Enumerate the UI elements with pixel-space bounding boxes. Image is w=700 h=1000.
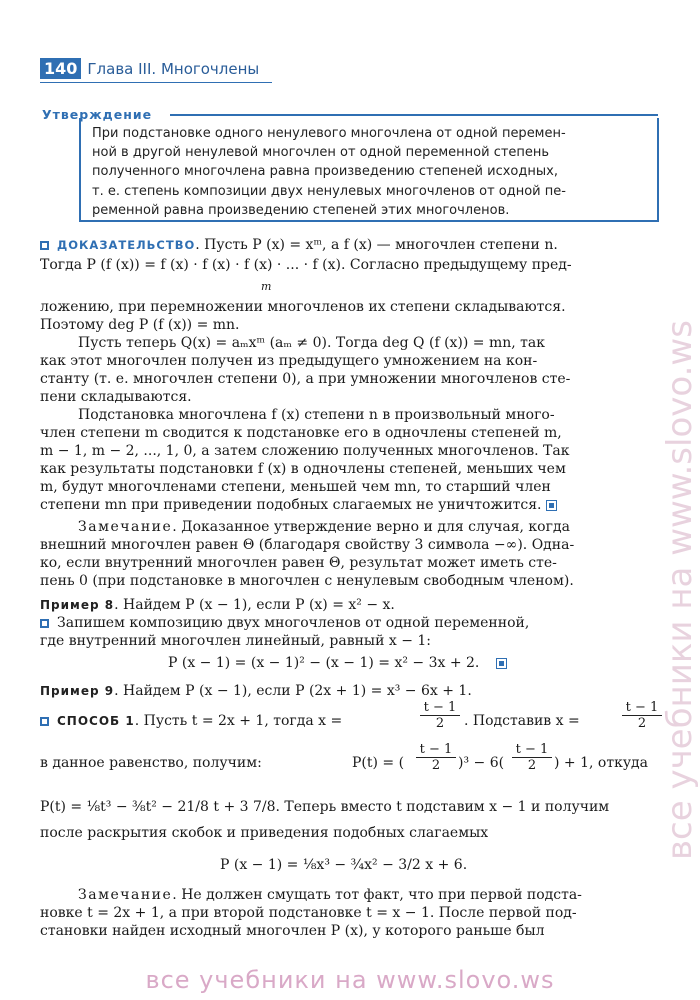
- page-number: 140: [40, 58, 81, 79]
- text-line: в данное равенство, получим:: [40, 755, 262, 771]
- text-span: Запишем композицию двух многочленов от одной переменной,: [57, 615, 530, 631]
- text-span: . Доказанное утверждение верно и для случая, когда: [172, 519, 570, 535]
- solution-start-marker: [40, 619, 49, 628]
- text-line: ) + 1, откуда: [554, 755, 649, 771]
- statement-line: При подстановке одного ненулевого многочлена от одной перемен-: [92, 126, 566, 141]
- text-line: как этот многочлен получен из предыдущего умножением на кон-: [40, 353, 538, 369]
- remark-label: Замечание: [78, 887, 173, 903]
- fraction-denominator: 2: [435, 716, 445, 731]
- text-line: ко, если внутренний многочлен равен Θ, результат может иметь сте-: [40, 555, 557, 571]
- fraction-4: [512, 742, 552, 773]
- statement-line: полученного многочлена равна произведению степеней исходных,: [92, 164, 558, 180]
- underbrace-label: m: [261, 280, 272, 293]
- example-9: [40, 682, 472, 700]
- text-span: . Найдем P (x − 1), если P (x) = x² − x.: [114, 597, 395, 613]
- text-line: после раскрытия скобок и приведения подобных слагаемых: [40, 825, 489, 841]
- text-line: пень 0 (при подстановке в многочлен с ненулевым свободным членом).: [40, 573, 574, 589]
- fraction-denominator: 2: [431, 758, 441, 773]
- text-line: [40, 496, 557, 514]
- chapter-title: Глава III. Многочлены: [87, 59, 260, 78]
- text-line: станту (т. е. многочлен степени 0), а при умножении многочленов сте-: [40, 371, 571, 387]
- remark-1: [78, 518, 570, 536]
- text-line: )³ − 6(: [458, 755, 505, 771]
- text-line: где внутренний многочлен линейный, равный x − 1:: [40, 633, 432, 649]
- text-line: Поэтому deg P (f (x)) = mn.: [40, 317, 240, 333]
- text-line: [40, 614, 529, 632]
- fraction-numerator: t − 1: [512, 742, 552, 758]
- text-line: P(t) = (: [352, 755, 405, 771]
- solution-end-marker: [496, 658, 507, 669]
- text-line: m, будут многочленами степени, меньшей чем mn, то старший член: [40, 479, 551, 495]
- page-header: [40, 58, 259, 79]
- text-line: . Пусть P (x) = xᵐ, а f (x) — многочлен степени n.: [195, 237, 558, 253]
- example-label: Пример 8: [40, 598, 115, 612]
- fraction-numerator: t − 1: [622, 700, 662, 716]
- text-span: степени mn при приведении подобных слагаемых не уничтожится.: [40, 497, 542, 513]
- text-span: . Не должен смущать тот факт, что при первой подста-: [172, 887, 582, 903]
- fraction-2: [622, 700, 662, 731]
- text-span: . Пусть t = 2x + 1, тогда x =: [134, 713, 343, 729]
- header-rule: [40, 82, 272, 83]
- fraction-numerator: t − 1: [420, 700, 460, 716]
- proof-start-marker: [40, 241, 49, 250]
- example-label: Пример 9: [40, 684, 115, 698]
- proof-line-1: [40, 236, 558, 254]
- method-1-line: [40, 712, 342, 730]
- equation-2: P (x − 1) = ⅛x³ − ¾x² − 3/2 x + 6.: [220, 857, 468, 873]
- text-line: внешний многочлен равен Θ (благодаря свойству 3 символа −∞). Одна-: [40, 537, 575, 553]
- text-line: становки найден исходный многочлен P (x), у которого раньше был: [40, 923, 545, 939]
- text-line: Подстановка многочлена f (x) степени n в произвольный много-: [78, 407, 555, 423]
- text-line: член степени m сводится к подстановке его в одночлены степеней m,: [40, 425, 562, 441]
- statement-label: Утверждение: [42, 107, 153, 122]
- proof-label: ДОКАЗАТЕЛЬСТВО: [57, 238, 196, 252]
- fraction-denominator: 2: [637, 716, 647, 731]
- solution-start-marker: [40, 717, 49, 726]
- statement-line: ной в другой ненулевой многочлен от одной переменной степень: [92, 145, 550, 161]
- text-line: как результаты подстановки f (x) в одночлены степеней, меньших чем: [40, 461, 566, 477]
- text-line: P(t) = ⅛t³ − ⅜t² − 21/8 t + 3 7/8. Теперь вместо t подставим x − 1 и получим: [40, 799, 610, 815]
- text-span: . Найдем P (x − 1), если P (2x + 1) = x³ − 6x + 1.: [114, 683, 472, 699]
- text-line: пени складываются.: [40, 389, 192, 405]
- remark-label: Замечание: [78, 519, 173, 535]
- method-label: СПОСОБ 1: [57, 714, 135, 728]
- fraction-numerator: t − 1: [416, 742, 456, 758]
- equation-1: [168, 654, 507, 672]
- statement-line: т. е. степень композиции двух ненулевых многочленов от одной пе-: [92, 183, 566, 199]
- fraction-3: [416, 742, 456, 773]
- statement-text: [92, 124, 652, 220]
- proof-end-marker: [546, 500, 557, 511]
- fraction-1: [420, 700, 460, 731]
- side-watermark: все учебники на www.slovo.ws: [660, 320, 700, 860]
- fraction-denominator: 2: [527, 758, 537, 773]
- equation-text: P (x − 1) = (x − 1)² − (x − 1) = x² − 3x + 2.: [168, 655, 480, 671]
- bottom-watermark: все учебники на www.slovo.ws: [145, 966, 555, 994]
- remark-2: [78, 886, 582, 904]
- text-line: Тогда P (f (x)) = f (x) · f (x) · f (x) · ... · f (x). Согласно предыдущему пред-: [40, 257, 572, 273]
- text-line: ложению, при перемножении многочленов их степени складываются.: [40, 299, 566, 315]
- text-line: новке t = 2x + 1, а при второй подстановке t = x − 1. После первой под-: [40, 905, 577, 921]
- text-line: Пусть теперь Q(x) = aₘxᵐ (aₘ ≠ 0). Тогда deg Q (f (x)) = mn, так: [78, 335, 546, 351]
- example-8: [40, 596, 395, 614]
- text-line: m − 1, m − 2, ..., 1, 0, а затем сложению полученных многочленов. Так: [40, 443, 570, 459]
- statement-line: ременной равна произведению степеней этих многочленов.: [92, 202, 510, 218]
- statement-top-rule: [170, 114, 658, 116]
- text-line: . Подставив x =: [464, 713, 580, 729]
